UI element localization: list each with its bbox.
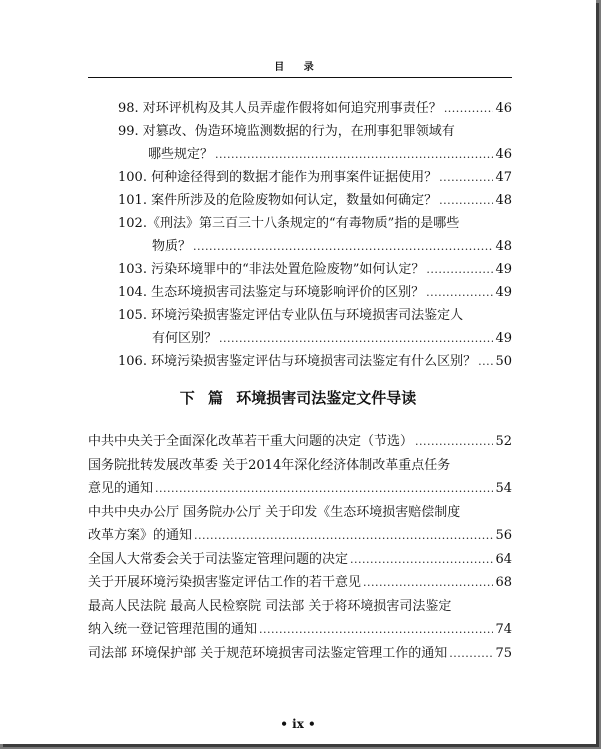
running-head: 目 录 [274, 62, 322, 73]
toc-entry-continuation[interactable]: 哪些规定？ ..... 46 [148, 144, 512, 166]
toc-entry-continuation[interactable]: 有何区别？ ..... 49 [152, 328, 512, 350]
toc-entry[interactable]: 101. 案件所涉及的危险废物如何认定，数量如何确定？ ..... 48 [118, 190, 512, 212]
toc-entry[interactable]: 关于开展环境污染损害鉴定评估工作的若干意见 ..... 68 [88, 572, 512, 594]
toc-entry[interactable]: 106. 环境污染损害鉴定评估与环境损害司法鉴定有什么区别？ ..... 50 [118, 351, 512, 373]
toc-entry[interactable]: 103. 污染环境罪中的“非法处置危险废物”如何认定？ ..... 49 [118, 259, 512, 281]
toc-entry-continuation[interactable]: 改革方案》的通知 ..... 56 [88, 525, 512, 547]
header-rule [88, 77, 512, 78]
toc-entry[interactable]: 司法部 环境保护部 关于规范环境损害司法鉴定管理工作的通知 ..... 75 [88, 643, 512, 665]
toc-entry[interactable]: 国务院批转发展改革委 关于2014年深化经济体制改革重点任务 [88, 458, 451, 473]
toc-entry[interactable]: 98. 对环评机构及其人员弄虚作假将如何追究刑事责任？ ..... 46 [118, 98, 512, 120]
toc-entry[interactable]: 中共中央关于全面深化改革若干重大问题的决定（节选） ..... 52 [88, 431, 512, 453]
toc-entry-continuation[interactable]: 物质？ ..... 48 [152, 236, 512, 258]
toc-entry-continuation[interactable]: 纳入统一登记管理范围的通知 ..... 74 [88, 619, 512, 641]
toc-entry[interactable]: 最高人民法院 最高人民检察院 司法部 关于将环境损害司法鉴定 [88, 599, 452, 614]
toc-entry[interactable]: 105. 环境污染损害鉴定评估专业队伍与环境损害司法鉴定人 [118, 308, 464, 323]
toc-entry[interactable]: 100. 何种途径得到的数据才能作为刑事案件证据使用？ ..... 47 [118, 167, 512, 189]
page-number: • ix • [280, 717, 316, 731]
toc-entry[interactable]: 99. 对篡改、伪造环境监测数据的行为，在刑事犯罪领域有 [118, 124, 455, 139]
toc-entry[interactable]: 中共中央办公厅 国务院办公厅 关于印发《生态环境损害赔偿制度 [88, 505, 461, 520]
section-title: 下 篇 环境损害司法鉴定文件导读 [179, 389, 417, 407]
toc-entry[interactable]: 102.《刑法》第三百三十八条规定的“有毒物质”指的是哪些 [118, 216, 460, 231]
toc-entry[interactable]: 104. 生态环境损害司法鉴定与环境影响评价的区别？ ..... 49 [118, 282, 512, 304]
toc-entry-continuation[interactable]: 意见的通知 ..... 54 [88, 478, 512, 500]
toc-entry[interactable]: 全国人大常委会关于司法鉴定管理问题的决定 ..... 64 [88, 549, 512, 571]
